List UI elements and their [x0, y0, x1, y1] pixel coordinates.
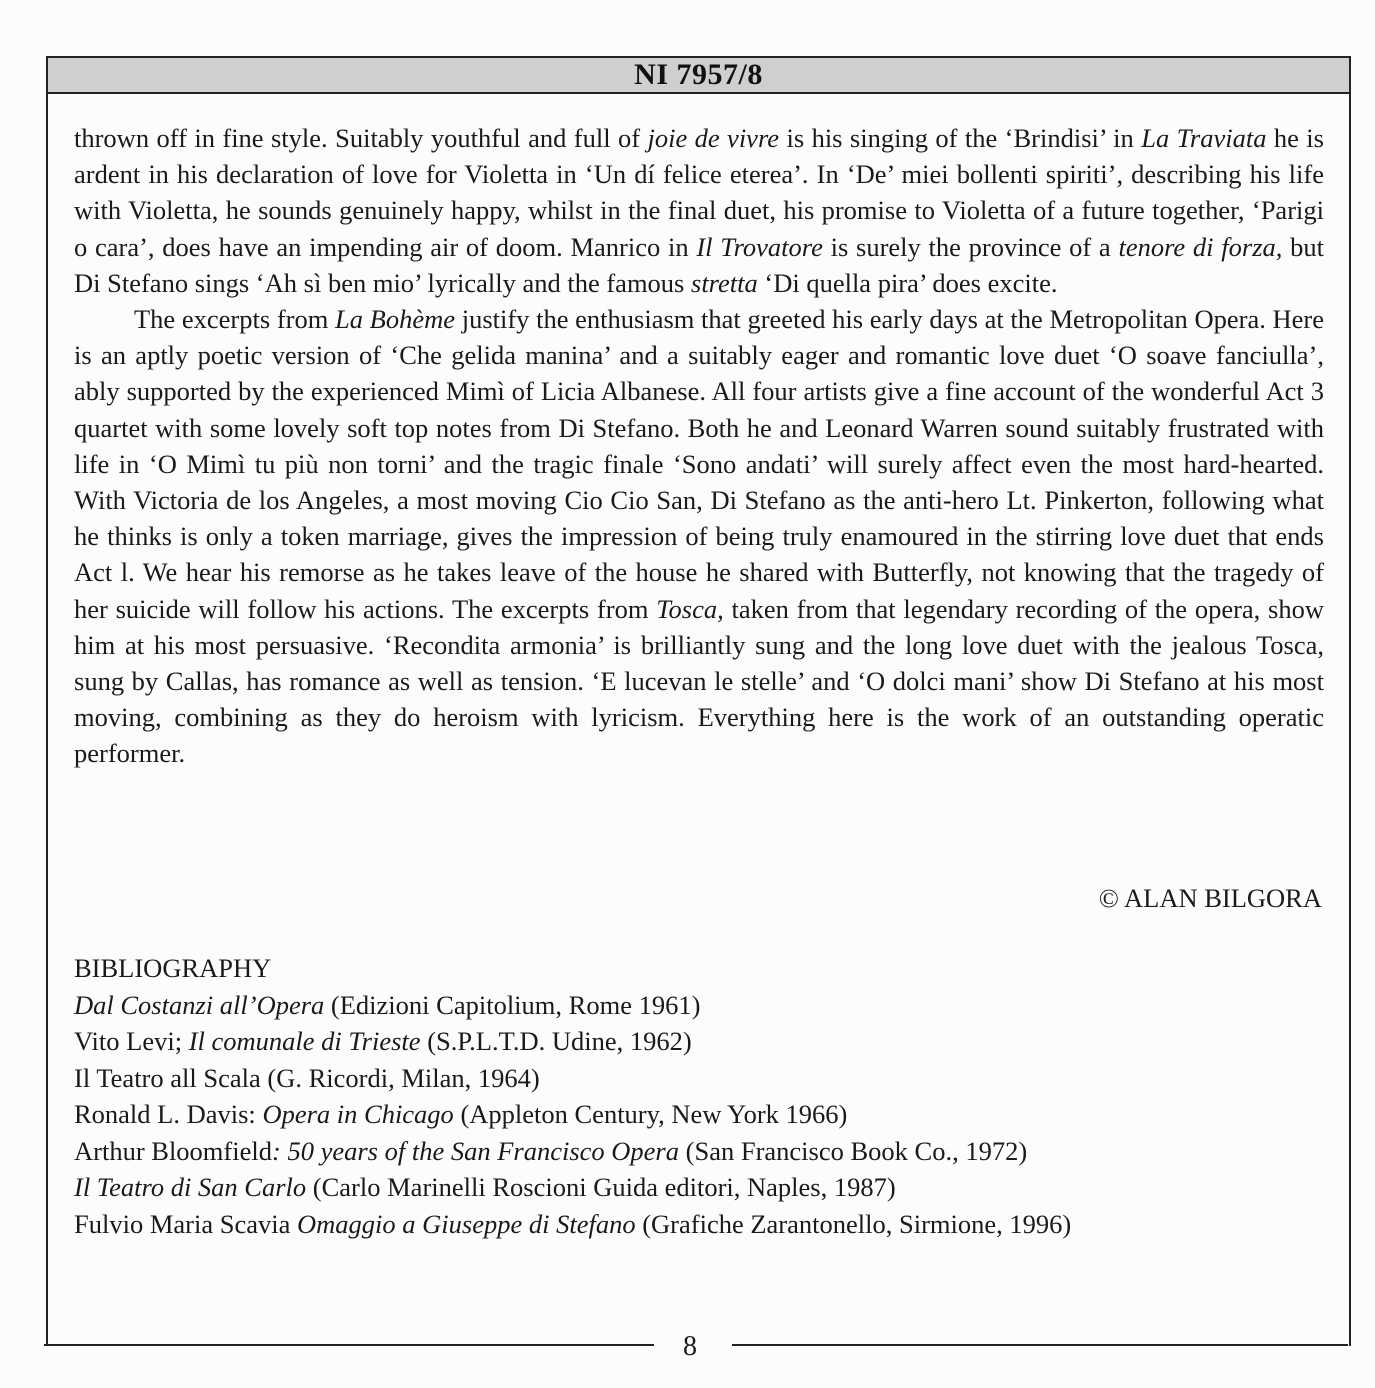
essay-body	[74, 120, 1324, 772]
italic-text: Il comunale di Trieste	[188, 1026, 421, 1056]
text-run: is surely the province of a	[822, 231, 1119, 262]
italic-text: Il Teatro di San Carlo	[74, 1172, 307, 1202]
paragraph	[74, 301, 1324, 772]
bibliography-entry	[74, 1060, 1324, 1097]
italic-text: stretta	[691, 267, 758, 298]
italic-text: Il Trovatore	[696, 231, 823, 262]
italic-text: joie de vivre	[647, 123, 780, 153]
text-run: he is ardent in his declaration of love for Violetta in ‘Un dí felice eterea’. In ‘De’ miei bollenti spiriti’, describing his life with Violetta, he sounds genuinely happy, whilst in the final duet, his promise to Violetta of a future together, ‘Parigi o cara’, does have an impending air of doom. Manrico in	[74, 123, 1324, 262]
text-run: justify the enthusiasm that greeted his early days at the Metropolitan Opera. Here is an aptly poetic version of ‘Che gelida manina’ and a suitably eager and romantic love duet ‘O soave fanciulla’, ably supported by the experienced Mimì of Licia Albanese. All four artists give a fine account of the wonderful Act 3 quartet with some lovely soft top notes from Di Stefano. Both he and Leonard Warren sound suitably frustrated with life in ‘O Mimì tu più non torni’ and the tragic finale ‘Sono andati’ will surely affect even the most hard-hearted. With Victoria de los Angeles, a most moving Cio Cio San, Di Stefano as the anti-hero Lt. Pinkerton, following what he thinks is only a token marriage, gives the impression of being truly enamoured in the stirring love duet that ends Act l. We hear his remorse as he takes leave of the house he shared with Butterfly, not knowing that the tragedy of her suicide will follow his actions. The excerpts from	[74, 304, 1324, 624]
italic-text: Omaggio a Giuseppe di Stefano	[297, 1208, 636, 1239]
bibliography-heading: BIBLIOGRAPHY	[74, 953, 272, 983]
footer-rule-left	[44, 1344, 654, 1346]
bibliography	[74, 950, 1324, 1242]
italic-text: Dal Costanzi all’Opera	[74, 989, 325, 1020]
text-run: thrown off in fine style. Suitably youthful and full of	[74, 123, 648, 153]
italic-text: tenore di forza,	[1118, 231, 1283, 262]
bibliography-entry	[74, 1206, 1324, 1243]
text-run: Arthur Bloomfield	[74, 1135, 272, 1166]
italic-text: Opera in Chicago	[262, 1099, 454, 1129]
text-run: is his singing of the ‘Brindisi’ in	[779, 123, 1142, 153]
italic-text: La Bohème	[335, 304, 456, 335]
text-run: (Appleton Century, New York 1966)	[453, 1099, 848, 1129]
text-run: (S.P.L.T.D. Udine, 1962)	[420, 1026, 692, 1056]
bibliography-entry	[74, 1133, 1324, 1170]
bibliography-entry	[74, 1169, 1324, 1206]
text-run: (Grafiche Zarantonello, Sirmione, 1996)	[635, 1208, 1072, 1239]
bibliography-entry	[74, 987, 1324, 1024]
text-run: (Carlo Marinelli Roscioni Guida editori, Naples, 1987)	[306, 1172, 896, 1202]
text-run: Vito Levi;	[74, 1026, 189, 1056]
paragraph	[74, 120, 1324, 301]
text-run: (San Francisco Book Co., 1972)	[679, 1135, 1028, 1166]
page-number: 8	[683, 1331, 697, 1362]
author-credit: © ALAN BILGORA	[1098, 883, 1322, 913]
footer-rule-right	[732, 1344, 1348, 1346]
catalog-number: NI 7957/8	[634, 58, 763, 91]
bibliography-list	[74, 987, 1324, 1243]
text-run: (Edizioni Capitolium, Rome 1961)	[324, 989, 701, 1020]
text-run: taken from that legendary recording of the opera, show him at his most persuasive. ‘Recondita armonia’ is brilliantly sung and the long love duet with the jealous Tosca, sung by Callas, has romance as well as tension. ‘E lucevan le stelle’ and ‘O dolci mani’ show Di Stefano at his most moving, combining as they do heroism with lyricism. Everything here is the work of an outstanding operatic performer.	[74, 593, 1324, 769]
italic-text: La Traviata	[1141, 123, 1267, 153]
text-run: but Di Stefano sings ‘Ah sì ben mio’ lyrically and the famous	[74, 231, 1324, 298]
text-run: Il Teatro all Scala (G. Ricordi, Milan, 1964)	[74, 1062, 540, 1093]
text-run: The excerpts from	[134, 304, 336, 335]
bibliography-entry	[74, 1096, 1324, 1133]
text-run: Ronald L. Davis:	[74, 1099, 263, 1129]
header-bar	[46, 56, 1351, 94]
bibliography-entry	[74, 1023, 1324, 1060]
italic-text: : 50 years of the San Francisco Opera	[272, 1135, 679, 1166]
italic-text: Tosca,	[656, 593, 724, 624]
text-run: ‘Di quella pira’ does excite.	[757, 267, 1058, 298]
text-run: Fulvio Maria Scavia	[74, 1208, 297, 1239]
